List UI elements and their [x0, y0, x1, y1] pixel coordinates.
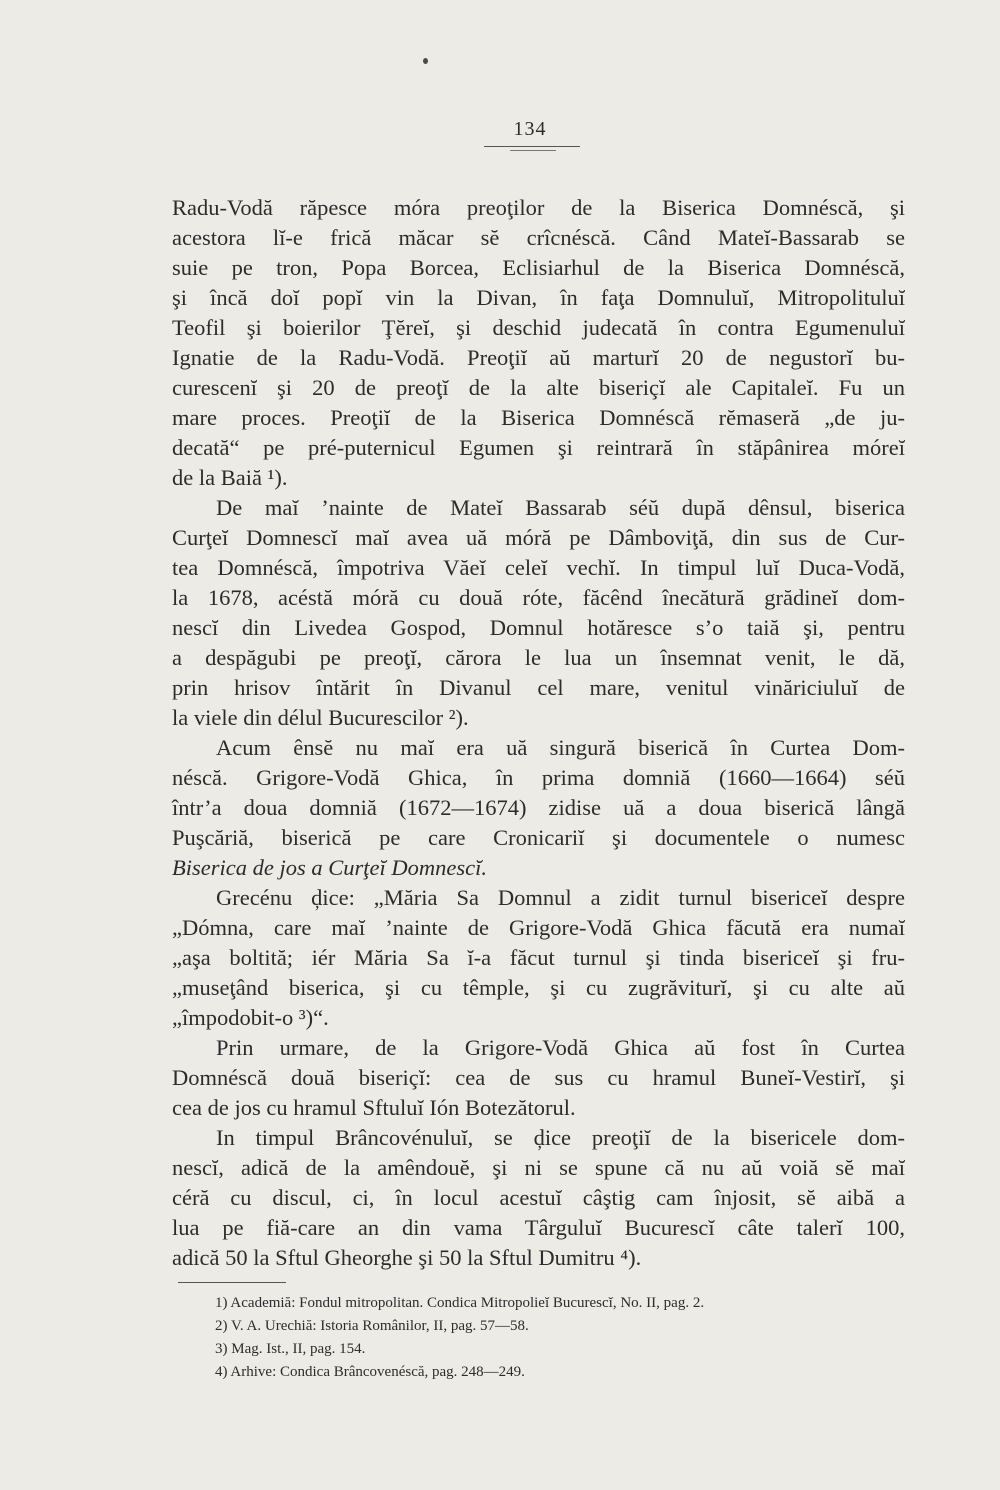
text-line: mare proces. Preoţiĭ de la Biserica Domnéscă rĕmaseră „de ju- [172, 405, 905, 430]
text-line: Domnéscă două biseriçĭ: cea de sus cu hramul Buneĭ-Vestirĭ, şi [172, 1065, 905, 1090]
text-line: nescĭ din Livedea Gospod, Domnul hotăresce s’o taiă şi, pentru [172, 615, 905, 640]
text-line: Radu-Vodă răpesce móra preoţilor de la Biserica Domnéscă, şi [172, 195, 905, 220]
footnote-rule [178, 1282, 286, 1283]
text-line: adică 50 la Sftul Gheorghe şi 50 la Sftul Dumitru ⁴). [172, 1245, 642, 1270]
text-line: néscă. Grigore-Vodă Ghica, în prima domniă (1660—1664) séŭ [172, 765, 905, 790]
ink-speck [423, 58, 428, 64]
text-line: Ignatie de la Radu-Vodă. Preoţiĭ aŭ marturĭ 20 de negustorĭ bu- [172, 345, 905, 370]
text-line: „museţând biserica, şi cu têmple, şi cu zugrăviturĭ, şi cu alte aŭ [172, 975, 905, 1000]
text-line: Prin urmare, de la Grigore-Vodă Ghica aŭ fost în Curtea [216, 1035, 905, 1060]
text-line: „aşa boltită; iér Măria Sa ĭ-a făcut turnul şi tinda bisericeĭ şi fru- [172, 945, 905, 970]
text-line: céră cu discul, ci, în locul acestuĭ câştig cam înjosit, sĕ aibă a [172, 1185, 905, 1210]
page-number: 134 [513, 118, 547, 140]
footnote: 3) Mag. Ist., II, pag. 154. [215, 1341, 366, 1357]
text-line: de la Baiă ¹). [172, 465, 288, 490]
text-line: suie pe tron, Popa Borcea, Eclisiarhul de la Biserica Domnéscă, [172, 255, 905, 280]
page-number-rule-short [510, 150, 556, 151]
footnote: 4) Arhive: Condica Brâncovenéscă, pag. 248—249. [215, 1364, 525, 1380]
text-line: In timpul Brâncovénuluĭ, se ḑice preoţiĭ de la bisericele dom- [216, 1125, 905, 1150]
text-line: lua pe fiă-care an din vama Târguluĭ Bucurescĭ câte talerĭ 100, [172, 1215, 905, 1240]
page-number-rule [484, 146, 580, 147]
text-line: la 1678, acéstă móră cu două róte, făcênd înecătură grădineĭ dom- [172, 585, 905, 610]
text-line: şi încă doĭ popĭ vin la Divan, în faţa Domnuluĭ, Mitropolituluĭ [172, 285, 905, 310]
text-line: Biserica de jos a Curţeĭ Domnescĭ. [172, 855, 487, 880]
text-line: Grecénu ḑice: „Măria Sa Domnul a zidit turnul bisericeĭ despre [216, 885, 905, 910]
text-line: cea de jos cu hramul Sftuluĭ Ión Botezătorul. [172, 1095, 576, 1120]
text-line: Puşcăriă, biserică pe care Cronicariĭ şi documentele o numesc [172, 825, 905, 850]
footnote: 2) V. A. Urechiă: Istoria Românilor, II, pag. 57—58. [215, 1318, 529, 1334]
text-line: Acum ênsĕ nu maĭ era uă singură biserică în Curtea Dom- [216, 735, 905, 760]
text-line: a despăgubi pe preoţĭ, cărora le lua un însemnat venit, le dă, [172, 645, 905, 670]
text-line: nescĭ, adică de la amêndouĕ, şi ni se spune că nu aŭ voiă sĕ maĭ [172, 1155, 905, 1180]
text-line: Teofil şi boierilor Ţĕreĭ, şi deschid judecată în contra Egumenuluĭ [172, 315, 905, 340]
text-line: prin hrisov întărit în Divanul cel mare, venitul vinăriciuluĭ de [172, 675, 905, 700]
text-line: într’a doua domniă (1672—1674) zidise uă a doua biserică lângă [172, 795, 905, 820]
text-line: De maĭ ’nainte de Mateĭ Bassarab séŭ după dênsul, biserica [216, 495, 905, 520]
text-line: decată“ pe pré-puternicul Egumen şi reintrară în stăpânirea móreĭ [172, 435, 905, 460]
text-line: „Dómna, care maĭ ’nainte de Grigore-Vodă Ghica făcută era numaĭ [172, 915, 905, 940]
footnote: 1) Academiă: Fondul mitropolitan. Condica Mitropolieĭ Bucurescĭ, No. II, pag. 2. [215, 1295, 705, 1311]
text-line: curescenĭ şi 20 de preoţĭ de la alte biseriçĭ ale Capitaleĭ. Fu un [172, 375, 905, 400]
text-line: tea Domnéscă, împotriva Văeĭ celeĭ vechĭ. In timpul luĭ Duca-Vodă, [172, 555, 905, 580]
text-line: Curţeĭ Domnescĭ maĭ avea uă móră pe Dâmboviţă, din sus de Cur- [172, 525, 905, 550]
text-line: acestora lĭ-e frică măcar sĕ crîcnéscă. Când Mateĭ-Bassarab se [172, 225, 905, 250]
text-line: la viele din délul Bucurescilor ²). [172, 705, 469, 730]
text-line: „împodobit-o ³)“. [172, 1005, 329, 1030]
